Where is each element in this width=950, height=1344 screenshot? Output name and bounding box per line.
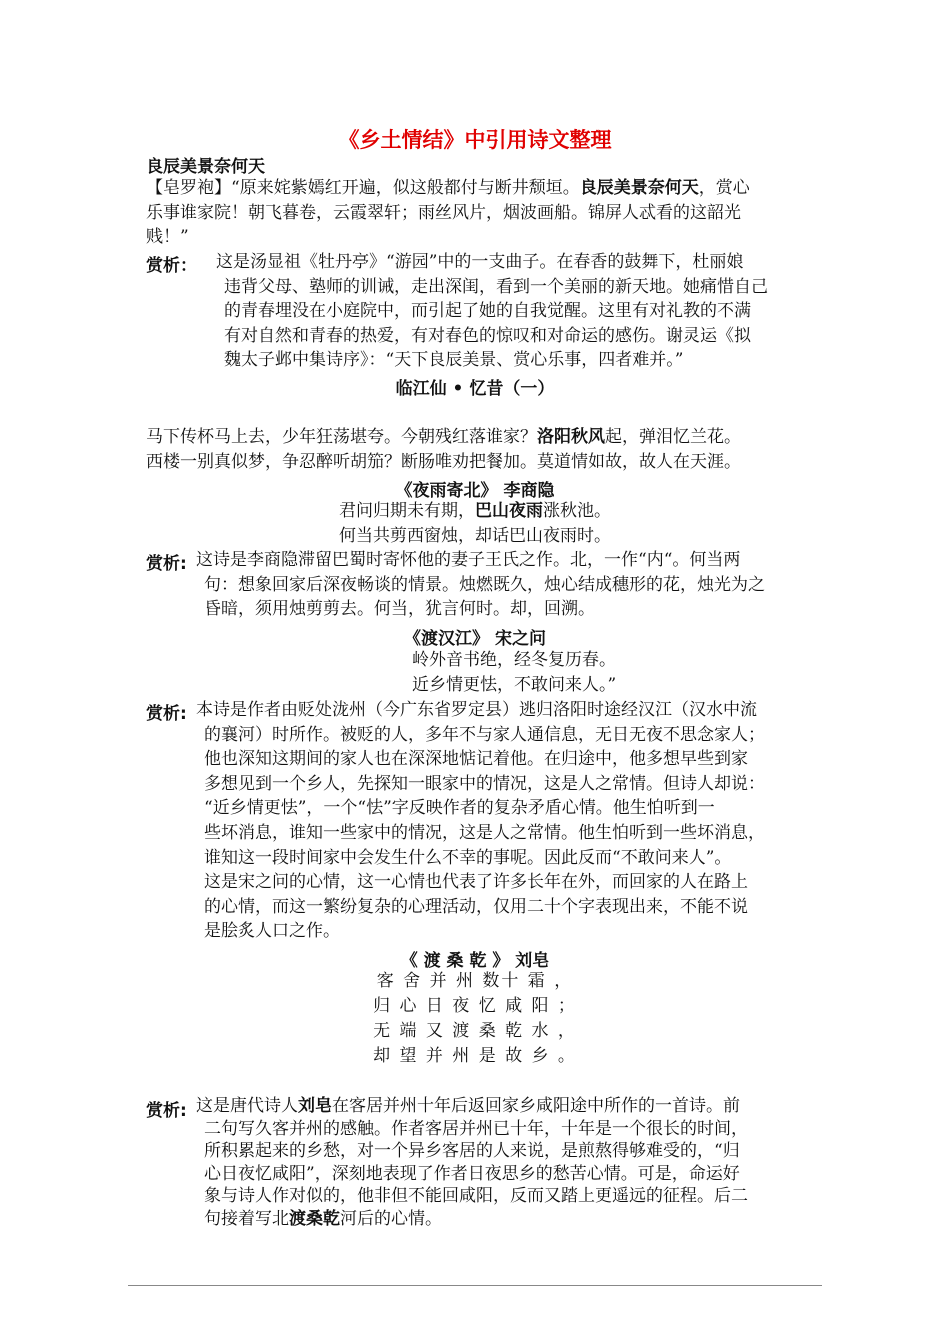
quote-line-2: 乐事谁家院！朝飞暮卷，云霞翠轩；雨丝风片，烟波画船。锦屏人忒看的这韶光 bbox=[146, 202, 741, 223]
poem-line-2: 近乡情更怯，不敢问来人。” bbox=[412, 674, 617, 695]
quote-line-1 bbox=[146, 176, 826, 201]
poem-line-1 bbox=[0, 499, 950, 524]
quote-text: ，赏心 bbox=[698, 178, 750, 198]
analysis-line: 的心情，而这一繁纷复杂的心理活动，仅用二十个字表现出来，不能不说 bbox=[204, 896, 748, 917]
analysis-line: 昏暗，须用烛剪剪去。何当，犹言何时。却，回溯。 bbox=[204, 599, 595, 620]
analysis-line: 有对自然和青春的热爱，有对春色的惊叹和对命运的感伤。谢灵运《拟 bbox=[224, 325, 751, 346]
analysis-line: 这诗是李商隐滞留巴蜀时寄怀他的妻子王氏之作。北，一作“内“。何当两 bbox=[196, 550, 741, 570]
analysis-line: 些坏消息，谁知一些家中的情况，这是人之常情。他生怕听到一些坏消息， bbox=[204, 822, 765, 843]
poem-text: 马下传杯马上去，少年狂荡堪夸。今朝残红落谁家？ bbox=[146, 427, 537, 447]
analysis-label-1: 赏析： bbox=[146, 256, 197, 276]
quote-line-3: 贱！” bbox=[146, 227, 189, 248]
analysis-line: 魏太子邺中集诗序》：“天下良辰美景、赏心乐事，四者难并。” bbox=[224, 350, 684, 371]
analysis-line: 谁知这一段时间家中会发生什么不幸的事呢。因此反而“不敢问来人”。 bbox=[204, 847, 732, 868]
analysis-label-5: 赏析: bbox=[146, 1101, 187, 1121]
poem-block-3 bbox=[0, 499, 950, 548]
poem-line-1 bbox=[146, 425, 836, 450]
analysis-line: 违背父母、塾师的训诫，走出深闺，看到一个美丽的新天地。她痛惜自己 bbox=[224, 276, 768, 297]
page-title: 《乡土情结》中引用诗文整理 bbox=[338, 128, 612, 152]
poem-block-4 bbox=[412, 648, 832, 697]
analysis-text: 在客居并州十年后返回家乡咸阳途中所作的一首诗。前 bbox=[332, 1096, 740, 1116]
analysis-line: 句：想象回家后深夜畅谈的情景。烛燃既久，烛心结成穗形的花，烛光为之 bbox=[204, 574, 765, 595]
analysis-line bbox=[196, 1208, 836, 1231]
analysis-block-4 bbox=[196, 698, 836, 944]
analysis-label-3: 赏析: bbox=[146, 554, 187, 574]
highlight-phrase: 刘皂 bbox=[298, 1096, 332, 1116]
analysis-block-1 bbox=[214, 250, 834, 373]
analysis-line: 的襄河）时所作。被贬的人，多年不与家人通信息，无日无夜不思念家人； bbox=[204, 724, 765, 745]
poem-line-1: 岭外音书绝，经冬复历春。 bbox=[412, 650, 616, 670]
section-heading-2: 临江仙 • 忆昔（一） bbox=[395, 379, 555, 399]
analysis-line: 是脍炙人口之作。 bbox=[204, 921, 340, 942]
poem-text: 起，弹泪忆兰花。 bbox=[605, 427, 741, 447]
analysis-text: 这是唐代诗人 bbox=[196, 1096, 298, 1116]
section-heading-3: 《夜雨寄北》 李商隐 bbox=[395, 481, 555, 501]
highlight-phrase: 洛阳秋风 bbox=[537, 427, 605, 447]
highlight-phrase: 巴山夜雨 bbox=[475, 501, 543, 521]
analysis-line: 本诗是作者由贬处泷州（今广东省罗定县）逃归洛阳时途经汉江（汉水中流 bbox=[196, 700, 757, 720]
analysis-line: 二句写久客并州的感触。作者客居并州已十年，十年是一个很长的时间， bbox=[204, 1118, 748, 1139]
analysis-line: 心日夜忆咸阳”，深刻地表现了作者日夜思乡的愁苦心情。可是，命运好 bbox=[204, 1163, 740, 1184]
section-heading-1: 良辰美景奈何天 bbox=[146, 157, 265, 177]
analysis-line: 所积累起来的乡愁，对一个异乡客居的人来说，是煎熬得够难受的，“归 bbox=[204, 1141, 740, 1161]
analysis-text: 河后的心情。 bbox=[340, 1208, 442, 1229]
analysis-line: 多想见到一个乡人，先探知一眼家中的情况，这是人之常情。但诗人却说： bbox=[204, 773, 765, 794]
analysis-line: 象与诗人作对似的，他非但不能回咸阳，反而又踏上更遥远的征程。后二 bbox=[204, 1186, 748, 1206]
poem-line: 却 望 并 州 是 故 乡 。 bbox=[373, 1046, 577, 1066]
analysis-line: “近乡情更怯”，一个“怯”字反映作者的复杂矛盾心情。他生怕听到一 bbox=[204, 798, 715, 819]
highlight-phrase: 良辰美景奈何天 bbox=[579, 178, 699, 198]
analysis-text: 句接着写北 bbox=[204, 1208, 289, 1229]
analysis-block-3 bbox=[196, 548, 836, 622]
analysis-line: 这是汤显祖《牡丹亭》“游园”中的一支曲子。在春香的鼓舞下，杜丽娘 bbox=[216, 252, 744, 272]
analysis-block-5 bbox=[196, 1095, 836, 1230]
poem-block-2 bbox=[146, 425, 836, 474]
poem-line-2: 何当共剪西窗烛，却话巴山夜雨时。 bbox=[339, 525, 611, 546]
analysis-line: 的青春埋没在小庭院中，而引起了她的自我觉醒。这里有对礼教的不满 bbox=[224, 301, 751, 322]
analysis-line: 他也深知这期间的家人也在深深地惦记着他。在归途中，他多想早些到家 bbox=[204, 749, 748, 770]
poem-line: 客 舍 并 州 数十 霜 ， bbox=[376, 971, 574, 991]
highlight-phrase: 渡桑乾 bbox=[289, 1208, 340, 1229]
quote-block-1 bbox=[146, 176, 826, 250]
quote-text: 【皂罗袍】“原来姹紫嫣红开遍，似这般都付与断井颓垣。 bbox=[146, 178, 580, 198]
analysis-label-4: 赏析: bbox=[146, 704, 187, 724]
poem-text: 涨秋池。 bbox=[543, 501, 611, 521]
poem-block-5 bbox=[0, 969, 950, 1069]
poem-line: 归 心 日 夜 忆 咸 阳 ； bbox=[373, 996, 577, 1016]
section-heading-5: 《 渡 桑 乾 》 刘皂 bbox=[400, 951, 550, 971]
poem-line: 无 端 又 渡 桑 乾 水 ， bbox=[373, 1021, 577, 1041]
poem-line-2: 西楼一别真似梦，争忍醉听胡笳？断肠唯劝把餐加。莫道情如故，故人在天涯。 bbox=[146, 451, 741, 472]
section-heading-4: 《渡汉江》 宋之问 bbox=[404, 629, 546, 649]
footer-divider bbox=[128, 1285, 822, 1286]
analysis-line: 这是宋之问的心情，这一心情也代表了许多长年在外，而回家的人在路上 bbox=[204, 872, 748, 893]
analysis-line bbox=[196, 1095, 836, 1118]
poem-text: 君问归期未有期， bbox=[339, 501, 475, 521]
